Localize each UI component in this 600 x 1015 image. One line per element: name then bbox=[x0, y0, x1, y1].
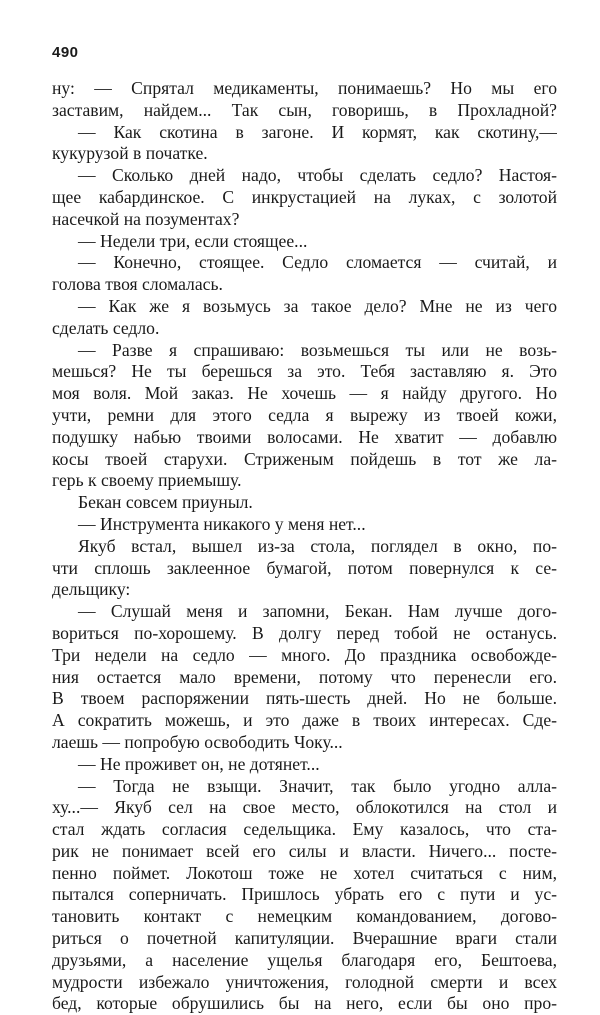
text-line: кукурузой в початке. bbox=[52, 143, 208, 164]
text-line: подушку набью твоими волосами. Не хватит — добавлю bbox=[52, 426, 557, 447]
text-line: насечкой на позументах? bbox=[52, 208, 240, 229]
text-line: ну: — Спрятал медикаменты, понимаешь? Но мы его bbox=[52, 78, 557, 98]
text-line: друзьями, а население ущелья благодаря его, Бештоева, bbox=[52, 949, 557, 970]
text-line: ния остается мало времени, потому что перенесли его. bbox=[52, 666, 557, 687]
text-line: — Конечно, стоящее. Седло сломается — считай, и bbox=[78, 252, 557, 273]
text-line: вориться по-хорошему. В долгу перед тобой не останусь. bbox=[52, 622, 557, 643]
text-line: Якуб встал, вышел из-за стола, поглядел в окно, по- bbox=[78, 535, 557, 556]
text-line: риться о почетной капитуляции. Вчерашние враги стали bbox=[52, 928, 557, 949]
text-line: учти, ремни для этого седла я вырежу из твоей кожи, bbox=[52, 404, 557, 425]
text-line: — Разве я спрашиваю: возьмешься ты или не возь- bbox=[78, 339, 557, 360]
text-line: тановить контакт с немецким командованием, догово- bbox=[52, 906, 557, 927]
text-line: герь к своему приемышу. bbox=[52, 470, 242, 491]
text-line: А сократить можешь, и это даже в твоих интересах. Сде- bbox=[52, 710, 557, 731]
text-line: В твоем распоряжении пять-шесть дней. Но не больше. bbox=[52, 688, 557, 709]
text-line: — Слушай меня и запомни, Бекан. Нам лучше дого- bbox=[78, 601, 557, 622]
text-line: Три недели на седло — много. До праздника освобожде- bbox=[52, 644, 557, 665]
text-line: — Как скотина в загоне. И кормят, как скотину,— bbox=[78, 121, 557, 142]
text-line: косы твоей старухи. Стриженым пойдешь в тот же ла- bbox=[52, 448, 557, 469]
text-line: стал ждать согласия седельщика. Ему казалось, что ста- bbox=[52, 819, 557, 840]
text-line: сделать седло. bbox=[52, 317, 160, 338]
text-line: моя воля. Мой заказ. Не хочешь — я найду другого. Но bbox=[52, 383, 557, 404]
text-line: Бекан совсем приуныл. bbox=[78, 492, 253, 513]
text-line: щее кабардинское. С инкрустацией на луках, с золотой bbox=[52, 186, 557, 207]
text-line: — Недели три, если стоящее... bbox=[78, 230, 308, 251]
text-line: мешься? Не ты берешься за это. Тебя заставляю я. Это bbox=[52, 361, 557, 382]
text-line: пенно поймет. Локотош тоже не хотел считаться с ним, bbox=[52, 862, 557, 883]
text-line: бед, которые обрушились бы на него, если бы оно про- bbox=[52, 993, 557, 1014]
text-line: — Инструмента никакого у меня нет... bbox=[78, 513, 366, 534]
text-line: чти сплошь заклеенное бумагой, потом повернулся к се- bbox=[52, 557, 557, 578]
text-line: ху...— Якуб сел на свое место, облокотился на стол и bbox=[52, 797, 557, 818]
text-line: голова твоя сломалась. bbox=[52, 274, 223, 295]
text-line: лаешь — попробую освободить Чоку... bbox=[52, 731, 343, 752]
text-line: заставим, найдем... Так сын, говоришь, в Прохладной? bbox=[52, 99, 557, 120]
text-line: пытался соперничать. Пришлось убрать его с пути и ус- bbox=[52, 884, 557, 905]
text-line: мудрости избежало уничтожения, голодной смерти и всех bbox=[52, 971, 557, 992]
page-text bbox=[52, 78, 557, 1015]
page-number: 490 bbox=[52, 44, 79, 61]
text-line: рик не понимает всей его силы и власти. Ничего... посте- bbox=[52, 840, 557, 861]
text-line: — Тогда не взыщи. Значит, так было угодно алла- bbox=[78, 775, 557, 796]
text-line: дельщику: bbox=[52, 579, 131, 600]
text-line: — Как же я возьмусь за такое дело? Мне не из чего bbox=[78, 295, 557, 316]
text-line: — Не проживет он, не дотянет... bbox=[78, 753, 320, 774]
text-line: — Сколько дней надо, чтобы сделать седло? Настоя- bbox=[78, 165, 557, 186]
